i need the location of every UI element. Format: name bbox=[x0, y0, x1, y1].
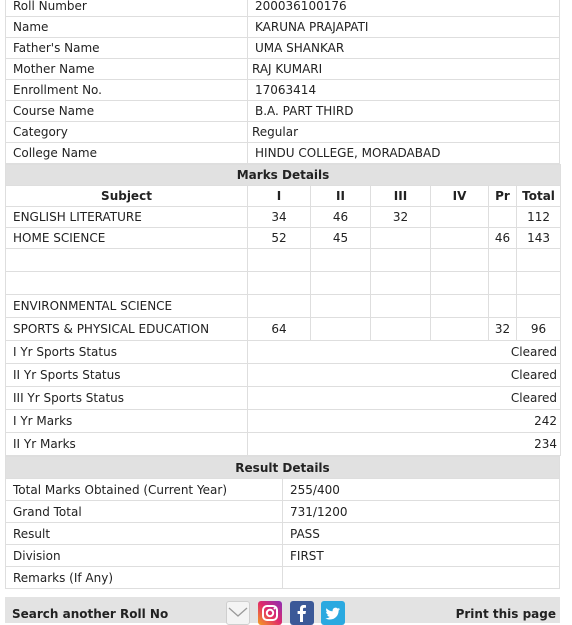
result-row bbox=[6, 567, 560, 589]
marks-cell bbox=[311, 272, 371, 295]
info-label: College Name bbox=[6, 143, 248, 164]
result-label: Remarks (If Any) bbox=[6, 567, 283, 589]
marks-cell: 64 bbox=[248, 318, 311, 341]
info-row bbox=[6, 0, 560, 17]
col-header-practical: Pr bbox=[489, 186, 517, 207]
marks-cell bbox=[311, 318, 371, 341]
info-row bbox=[6, 101, 560, 122]
marks-cell bbox=[431, 318, 489, 341]
info-label: Name bbox=[6, 17, 248, 38]
info-row bbox=[6, 80, 560, 101]
info-label: Category bbox=[6, 122, 248, 143]
status-label: II Yr Sports Status bbox=[6, 364, 248, 387]
mail-icon[interactable] bbox=[226, 601, 250, 625]
total-cell bbox=[517, 272, 561, 295]
result-label: Result bbox=[6, 523, 283, 545]
info-value: 17063414 bbox=[248, 80, 560, 101]
subject-name: ENGLISH LITERATURE bbox=[6, 207, 248, 228]
info-value: Regular bbox=[248, 122, 560, 143]
year-marks-row bbox=[6, 433, 561, 456]
marks-cell bbox=[371, 318, 431, 341]
subject-name: HOME SCIENCE bbox=[6, 228, 248, 249]
info-value: 200036100176 bbox=[248, 0, 560, 17]
marks-cell bbox=[489, 207, 517, 228]
sports-status-row bbox=[6, 387, 561, 410]
result-label: Grand Total bbox=[6, 501, 283, 523]
table-row bbox=[6, 249, 561, 272]
facebook-icon[interactable] bbox=[290, 601, 314, 625]
status-value: Cleared bbox=[248, 364, 561, 387]
status-label: II Yr Marks bbox=[6, 433, 248, 456]
marks-cell: 32 bbox=[489, 318, 517, 341]
marks-header-row bbox=[6, 186, 561, 207]
status-value: 242 bbox=[248, 410, 561, 433]
result-value: FIRST bbox=[283, 545, 560, 567]
info-row bbox=[6, 17, 560, 38]
table-row bbox=[6, 272, 561, 295]
marks-cell: 45 bbox=[311, 228, 371, 249]
marks-cell bbox=[371, 295, 431, 318]
result-label: Total Marks Obtained (Current Year) bbox=[6, 479, 283, 501]
twitter-icon[interactable] bbox=[321, 601, 345, 625]
subject-name bbox=[6, 272, 248, 295]
status-label: I Yr Marks bbox=[6, 410, 248, 433]
result-value: PASS bbox=[283, 523, 560, 545]
info-row bbox=[6, 38, 560, 59]
marks-cell bbox=[371, 249, 431, 272]
status-label: I Yr Sports Status bbox=[6, 341, 248, 364]
marks-cell: 46 bbox=[311, 207, 371, 228]
marks-cell bbox=[248, 272, 311, 295]
result-section-title: Result Details bbox=[6, 457, 560, 479]
marks-cell bbox=[431, 295, 489, 318]
subject-name bbox=[6, 249, 248, 272]
table-row bbox=[6, 318, 561, 341]
result-row bbox=[6, 501, 560, 523]
instagram-icon[interactable] bbox=[258, 601, 282, 625]
info-value: KARUNA PRAJAPATI bbox=[248, 17, 560, 38]
year-marks-row bbox=[6, 410, 561, 433]
sports-status-row bbox=[6, 364, 561, 387]
subject-name: ENVIRONMENTAL SCIENCE bbox=[6, 295, 248, 318]
marks-section-title: Marks Details bbox=[6, 165, 561, 186]
student-info-table bbox=[5, 0, 560, 164]
marks-cell bbox=[311, 295, 371, 318]
subject-name: SPORTS & PHYSICAL EDUCATION bbox=[6, 318, 248, 341]
info-label: Mother Name bbox=[6, 59, 248, 80]
result-table bbox=[5, 456, 560, 589]
marks-cell: 32 bbox=[371, 207, 431, 228]
status-value: 234 bbox=[248, 433, 561, 456]
marks-cell bbox=[248, 249, 311, 272]
table-row bbox=[6, 207, 561, 228]
info-row bbox=[6, 143, 560, 164]
marks-cell bbox=[311, 249, 371, 272]
col-header-subject: Subject bbox=[6, 186, 248, 207]
col-header-paper-3: III bbox=[371, 186, 431, 207]
footer-bar bbox=[5, 597, 560, 623]
marks-cell bbox=[431, 249, 489, 272]
marks-cell: 52 bbox=[248, 228, 311, 249]
status-value: Cleared bbox=[248, 341, 561, 364]
total-cell bbox=[517, 249, 561, 272]
total-cell bbox=[517, 295, 561, 318]
status-value: Cleared bbox=[248, 387, 561, 410]
result-row bbox=[6, 523, 560, 545]
marks-cell bbox=[431, 207, 489, 228]
marks-cell bbox=[431, 272, 489, 295]
info-row bbox=[6, 122, 560, 143]
result-value: 255/400 bbox=[283, 479, 560, 501]
info-row bbox=[6, 59, 560, 80]
info-label: Enrollment No. bbox=[6, 80, 248, 101]
col-header-paper-2: II bbox=[311, 186, 371, 207]
marks-cell bbox=[489, 295, 517, 318]
marks-table bbox=[5, 164, 561, 456]
info-value: B.A. PART THIRD bbox=[248, 101, 560, 122]
total-cell: 112 bbox=[517, 207, 561, 228]
sports-status-row bbox=[6, 341, 561, 364]
marks-cell: 46 bbox=[489, 228, 517, 249]
col-header-paper-4: IV bbox=[431, 186, 489, 207]
total-cell: 96 bbox=[517, 318, 561, 341]
info-label: Course Name bbox=[6, 101, 248, 122]
col-header-total: Total bbox=[517, 186, 561, 207]
total-cell: 143 bbox=[517, 228, 561, 249]
result-value bbox=[283, 567, 560, 589]
marks-cell bbox=[371, 272, 431, 295]
search-another-link[interactable]: Search another Roll No bbox=[12, 607, 169, 621]
info-value: UMA SHANKAR bbox=[248, 38, 560, 59]
result-row bbox=[6, 545, 560, 567]
table-row bbox=[6, 228, 561, 249]
table-row bbox=[6, 295, 561, 318]
result-row bbox=[6, 479, 560, 501]
result-label: Division bbox=[6, 545, 283, 567]
marks-cell bbox=[248, 295, 311, 318]
marks-cell bbox=[431, 228, 489, 249]
info-value: HINDU COLLEGE, MORADABAD bbox=[248, 143, 560, 164]
info-label: Father's Name bbox=[6, 38, 248, 59]
marks-cell bbox=[489, 272, 517, 295]
info-value: RAJ KUMARI bbox=[248, 59, 560, 80]
result-value: 731/1200 bbox=[283, 501, 560, 523]
info-label: Roll Number bbox=[6, 0, 248, 17]
status-label: III Yr Sports Status bbox=[6, 387, 248, 410]
marks-cell: 34 bbox=[248, 207, 311, 228]
print-page-link[interactable]: Print this page bbox=[455, 607, 556, 621]
marks-cell bbox=[371, 228, 431, 249]
col-header-paper-1: I bbox=[248, 186, 311, 207]
marks-cell bbox=[489, 249, 517, 272]
